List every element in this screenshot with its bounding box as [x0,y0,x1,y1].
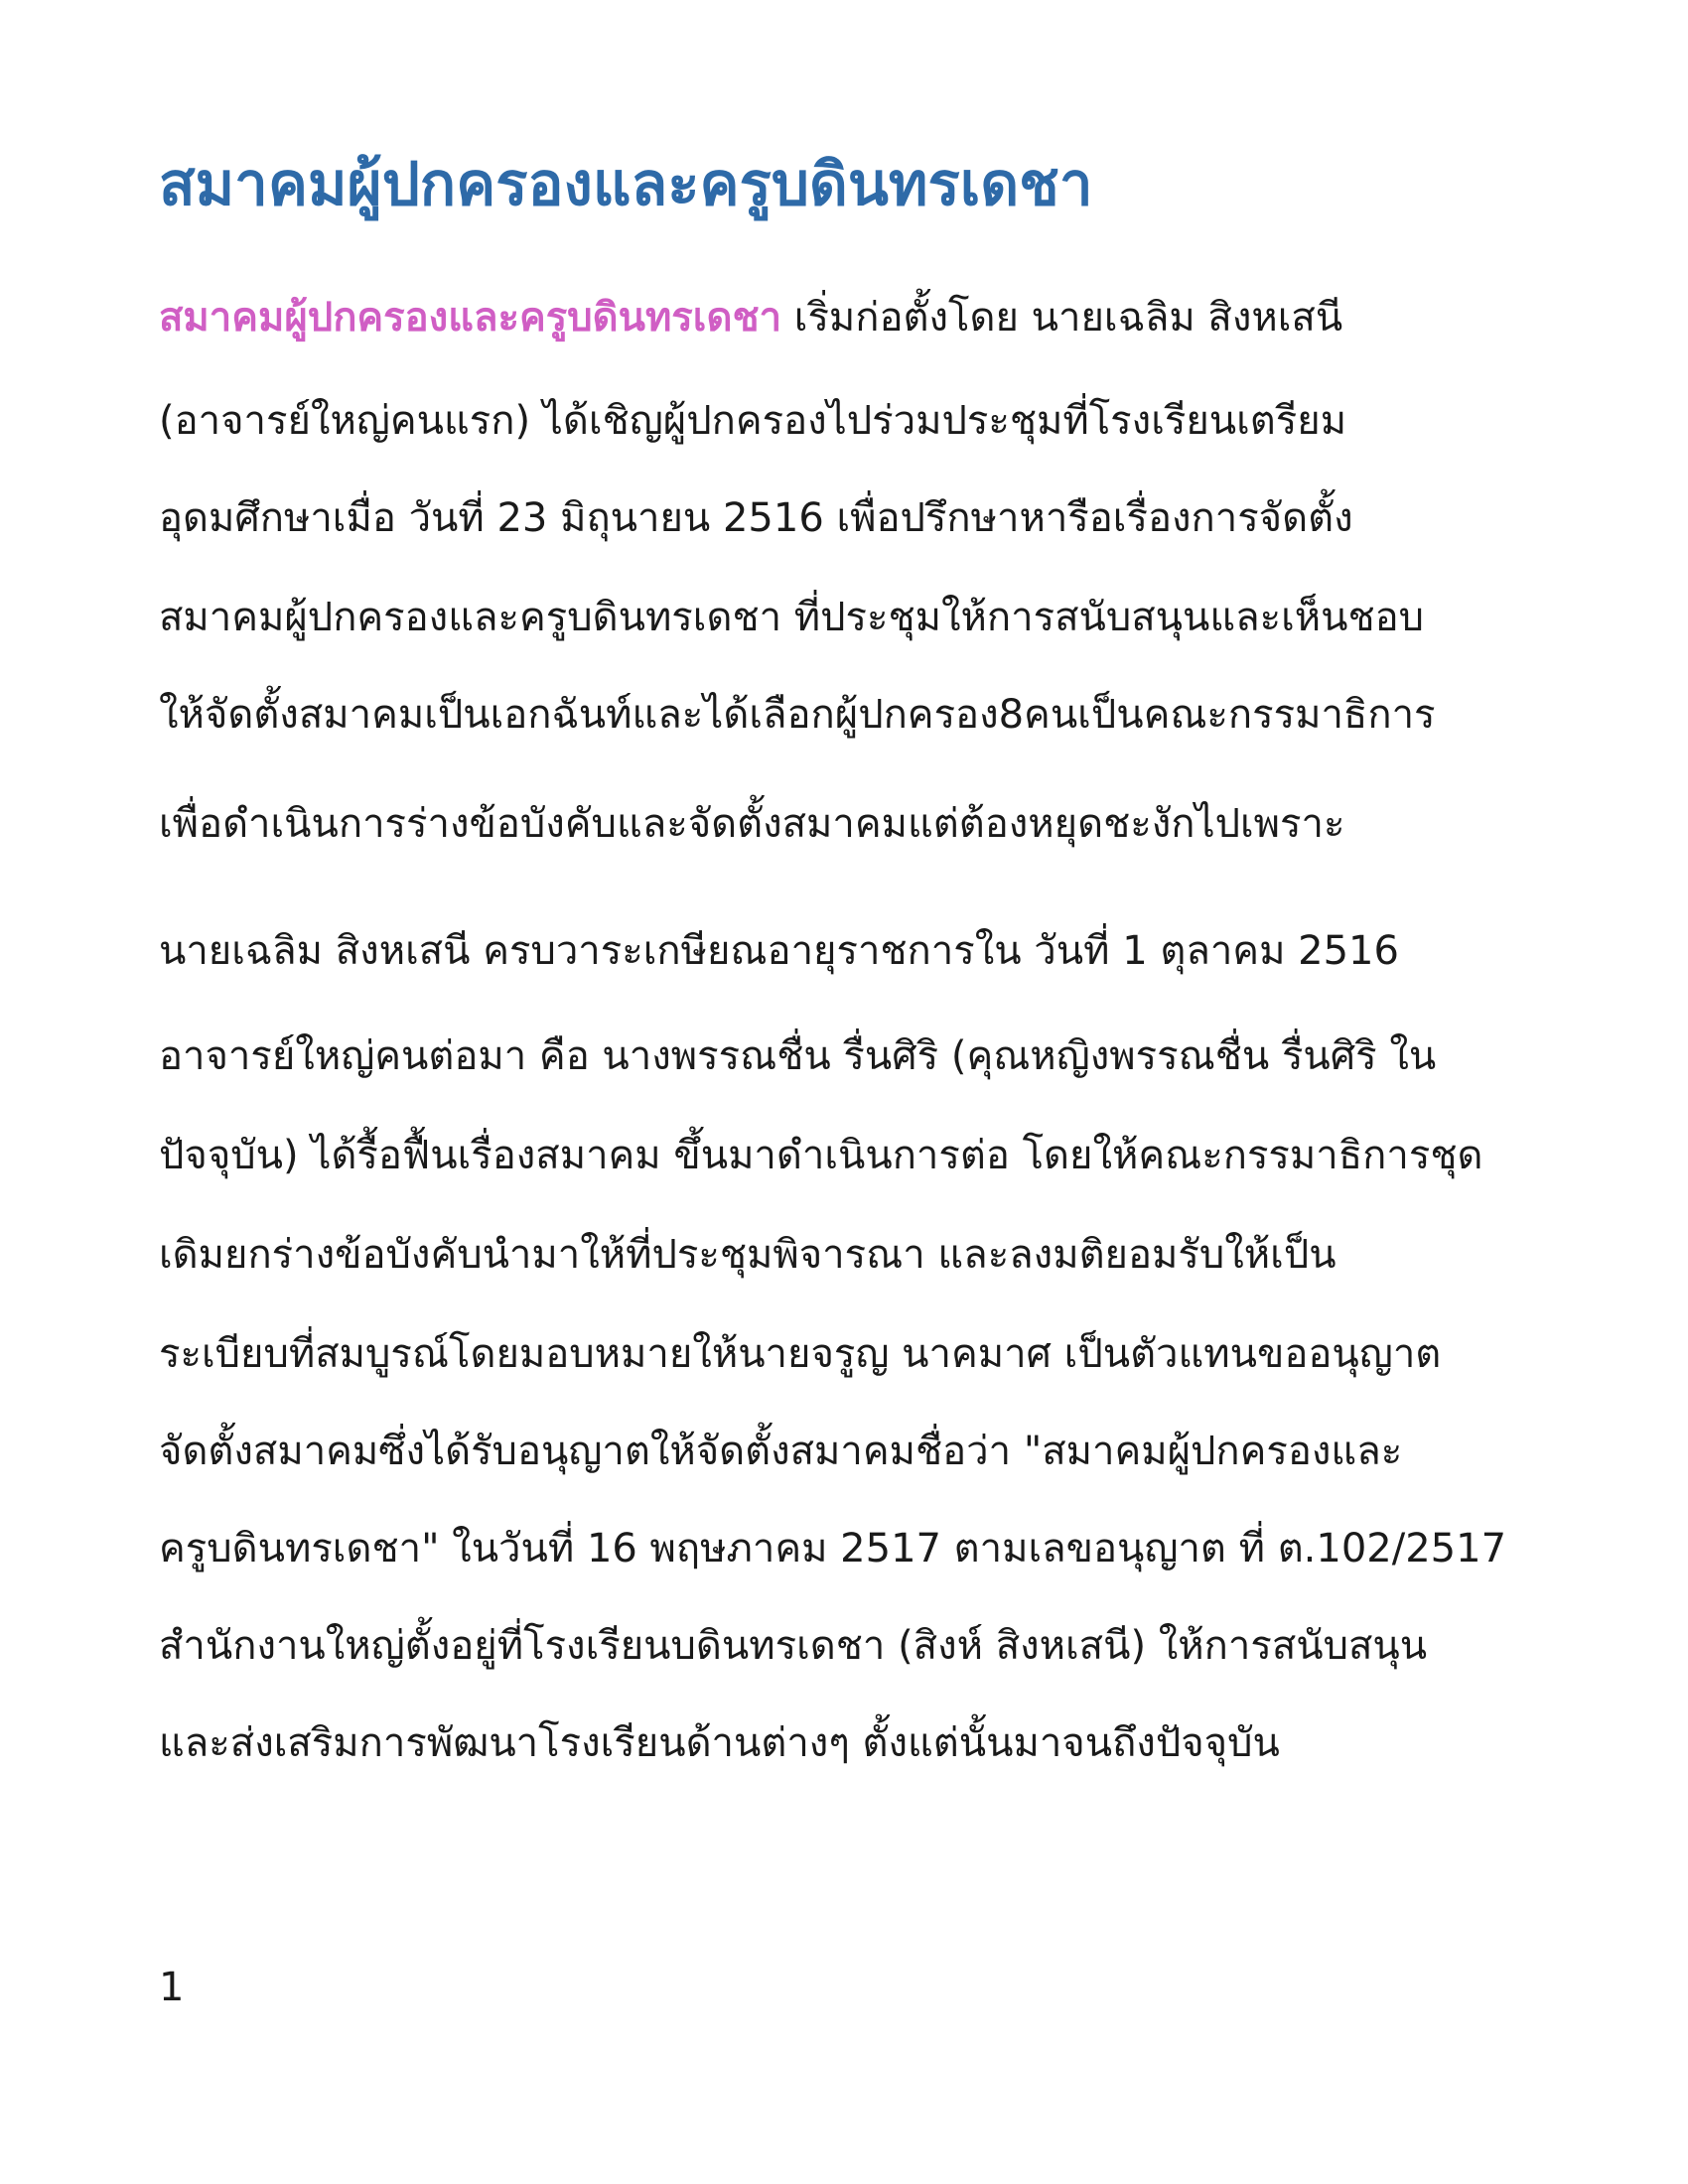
body-line-14: สำนักงานใหญ่ตั้งอยู่ที่โรงเรียนบดินทรเดชา (สิงห์ สิงหเสนี) ให้การสนับสนุน [159,1623,1428,1669]
body-line-11: ระเบียบที่สมบูรณ์โดยมอบหมายให้นายจรูญ นาคมาศ เป็นตัวแทนขออนุญาต [159,1331,1442,1377]
body-line-3: อุดมศึกษาเมื่อ วันที่ 23 มิถุนายน 2516 เพื่อปรึกษาหารือเรื่องการจัดตั้ง [159,495,1353,541]
body-line-5: ให้จัดตั้งสมาคมเป็นเอกฉันท์และได้เลือกผู้ปกครอง8คนเป็นคณะกรรมาธิการ [159,692,1436,738]
body-line-8: อาจารย์ใหญ่คนต่อมา คือ นางพรรณชื่น รื่นศิริ (คุณหญิงพรรณชื่น รื่นศิริ ใน [159,1033,1437,1079]
body-line-13: ครูบดินทรเดชา" ในวันที่ 16 พฤษภาคม 2517 ตามเลขอนุญาต ที่ ต.102/2517 [159,1526,1507,1571]
body-line-1 [159,286,1342,349]
body-line-2: (อาจารย์ใหญ่คนแรก) ได้เชิญผู้ปกครองไปร่วมประชุมที่โรงเรียนเตรียม [159,398,1347,444]
body-line-6: เพื่อดำเนินการร่างข้อบังคับและจัดตั้งสมาคมแต่ต้องหยุดชะงักไปเพราะ [159,801,1345,847]
page-number: 1 [159,1965,185,2010]
body-line-7: นายเฉลิม สิงหเสนี ครบวาระเกษียณอายุราชการใน วันที่ 1 ตุลาคม 2516 [159,928,1399,974]
body-line-9: ปัจจุบัน) ได้รื้อฟื้นเรื่องสมาคม ขึ้นมาดำเนินการต่อ โดยให้คณะกรรมาธิการชุด [159,1133,1483,1178]
page-title: สมาคมผู้ปกครองและครูบดินทรเดชา [159,150,1093,219]
body-line-4: สมาคมผู้ปกครองและครูบดินทรเดชา ที่ประชุมให้การสนับสนุนและเห็นชอบ [159,595,1425,640]
body-line-10: เดิมยกร่างข้อบังคับนำมาให้ที่ประชุมพิจารณา และลงมติยอมรับให้เป็น [159,1232,1336,1278]
body-line-12: จัดตั้งสมาคมซึ่งได้รับอนุญาตให้จัดตั้งสมาคมชื่อว่า "สมาคมผู้ปกครองและ [159,1429,1403,1474]
body-line-1-rest: เริ่มก่อตั้งโดย นายเฉลิม สิงหเสนี [781,295,1343,341]
body-line-15: และส่งเสริมการพัฒนาโรงเรียนด้านต่างๆ ตั้งแต่นั้นมาจนถึงปัจจุบัน [159,1720,1280,1766]
association-name-highlight: สมาคมผู้ปกครองและครูบดินทรเดชา [159,295,782,341]
